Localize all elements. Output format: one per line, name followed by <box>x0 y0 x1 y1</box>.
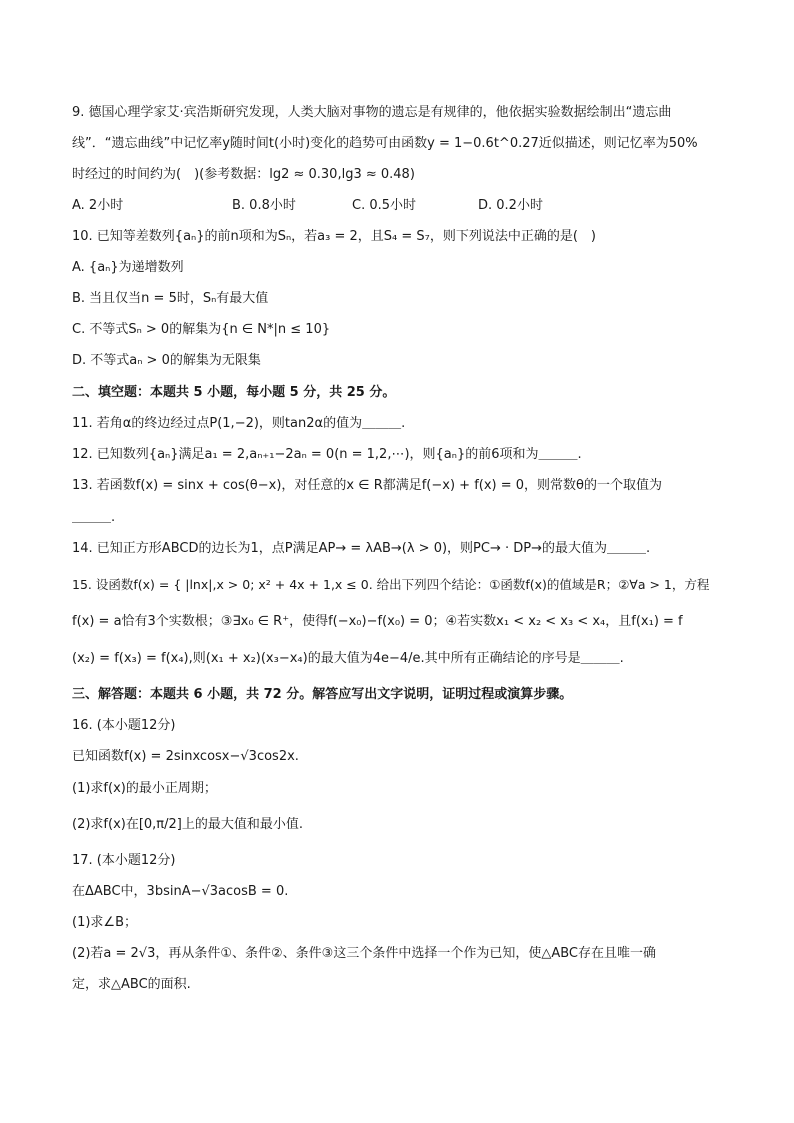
q10-option-d: D. 不等式aₙ > 0的解集为无限集 <box>72 353 261 368</box>
q17-header: 17. (本小题12分) <box>72 853 176 868</box>
q16-part-2: (2)求f(x)在[0,π/2]上的最大值和最小值. <box>72 817 303 832</box>
q9-option-a: A. 2小时 <box>72 198 124 213</box>
q17-part-1: (1)求∠B； <box>72 915 137 930</box>
q15-line-2: f(x) = a恰有3个实数根；③∃x₀ ∈ R⁺，使得f(−x₀)−f(x₀) = 0；④若实数x₁ < x₂ < x₃ < x₄，且f(x₁) = f <box>72 614 683 629</box>
q17-stem: 在ΔABC中，3bsinA−√3acosB = 0. <box>72 884 289 899</box>
q16-header: 16. (本小题12分) <box>72 718 176 733</box>
q17-part-2-line-1: (2)若a = 2√3，再从条件①、条件②、条件③这三个条件中选择一个作为已知，使△ABC存在且唯一确 <box>72 946 656 961</box>
q9-line-1: 9. 德国心理学家艾·宾浩斯研究发现，人类大脑对事物的遗忘是有规律的，他依据实验数据绘制出“遗忘曲 <box>72 105 672 120</box>
q9-option-c: C. 0.5小时 <box>352 198 417 213</box>
q13-line-2: ＿＿＿. <box>72 510 116 525</box>
q15-line-3: (x₂) = f(x₃) = f(x₄),则(x₁ + x₂)(x₃−x₄)的最大值为4e−4/e.其中所有正确结论的序号是＿＿＿. <box>72 651 624 666</box>
q9-line-3: 时经过的时间约为( )(参考数据：lg2 ≈ 0.30,lg3 ≈ 0.48) <box>72 167 415 182</box>
q9-option-d: D. 0.2小时 <box>478 198 543 213</box>
q10-option-c: C. 不等式Sₙ > 0的解集为{n ∈ N*|n ≤ 10} <box>72 322 331 337</box>
section-3-heading: 三、解答题：本题共 6 小题，共 72 分。解答应写出文字说明，证明过程或演算步骤。 <box>72 687 573 702</box>
q10-option-b: B. 当且仅当n = 5时，Sₙ有最大值 <box>72 291 269 306</box>
q12: 12. 已知数列{aₙ}满足a₁ = 2,aₙ₊₁−2aₙ = 0(n = 1,2,⋯)，则{aₙ}的前6项和为＿＿＿. <box>72 447 582 462</box>
q10-stem: 10. 已知等差数列{aₙ}的前n项和为Sₙ，若a₃ = 2，且S₄ = S₇，则下列说法中正确的是( ) <box>72 229 596 244</box>
q11: 11. 若角α的终边经过点P(1,−2)，则tan2α的值为＿＿＿. <box>72 416 406 431</box>
q16-stem: 已知函数f(x) = 2sinxcosx−√3cos2x. <box>72 749 299 764</box>
q17-part-2-line-2: 定，求△ABC的面积. <box>72 977 191 992</box>
q9-line-2: 线”．“遗忘曲线”中记忆率y随时间t(小时)变化的趋势可由函数y = 1−0.6t^0.27近似描述，则记忆率为50% <box>72 136 698 151</box>
section-2-heading: 二、填空题：本题共 5 小题，每小题 5 分，共 25 分。 <box>72 385 396 400</box>
q10-option-a: A. {aₙ}为递增数列 <box>72 260 184 275</box>
q14: 14. 已知正方形ABCD的边长为1，点P满足AP→ = λAB→(λ > 0)，则PC→ · DP→的最大值为＿＿＿. <box>72 541 651 556</box>
q13-line-1: 13. 若函数f(x) = sinx + cos(θ−x)，对任意的x ∈ R都满足f(−x) + f(x) = 0，则常数θ的一个取值为 <box>72 478 662 493</box>
q15-line-1: 15. 设函数f(x) = { |lnx|,x > 0; x² + 4x + 1,x ≤ 0. 给出下列四个结论：①函数f(x)的值域是R；②∀a > 1，方程 <box>72 577 710 592</box>
q9-option-b: B. 0.8小时 <box>232 198 296 213</box>
q16-part-1: (1)求f(x)的最小正周期； <box>72 781 217 796</box>
